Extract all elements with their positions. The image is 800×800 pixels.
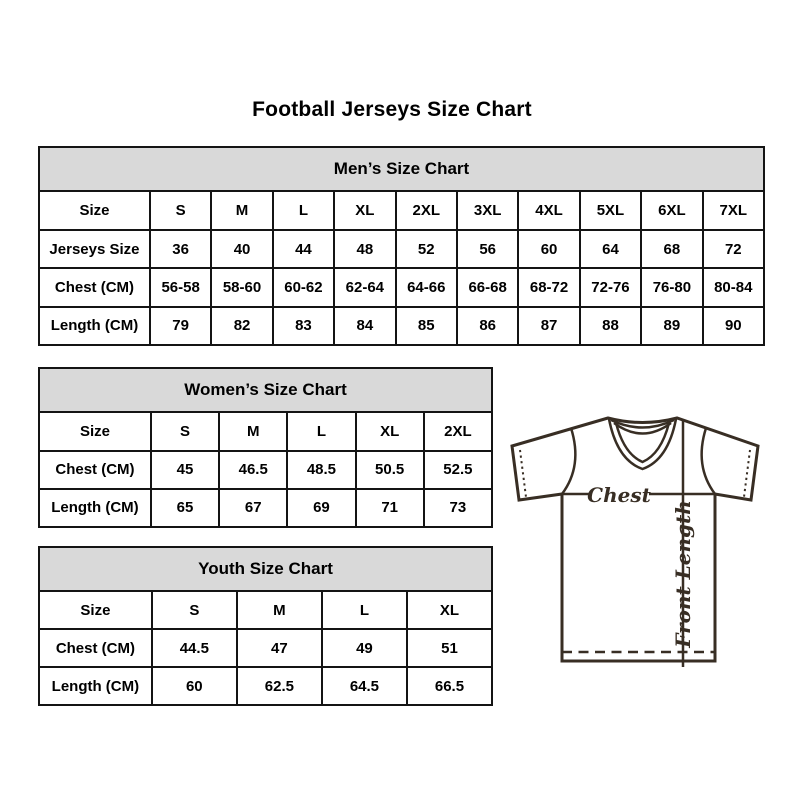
mens-title-row xyxy=(39,147,764,191)
value-cell: 45 xyxy=(151,451,219,489)
mens-size-chart-section xyxy=(38,146,765,346)
row-label-cell: Size xyxy=(39,191,150,229)
value-cell: 56-58 xyxy=(150,268,211,306)
mens-row-2 xyxy=(39,268,764,306)
value-cell: 88 xyxy=(580,307,641,345)
value-cell: 2XL xyxy=(424,412,492,450)
value-cell: 65 xyxy=(151,489,219,527)
value-cell: 46.5 xyxy=(219,451,287,489)
value-cell: 76-80 xyxy=(641,268,702,306)
value-cell: 83 xyxy=(273,307,334,345)
value-cell: 72 xyxy=(703,230,764,268)
value-cell: M xyxy=(219,412,287,450)
womens-row-0 xyxy=(39,412,492,450)
value-cell: 71 xyxy=(356,489,424,527)
value-cell: 64.5 xyxy=(322,667,407,705)
row-label-cell: Size xyxy=(39,412,151,450)
value-cell: XL xyxy=(334,191,395,229)
value-cell: 2XL xyxy=(396,191,457,229)
jersey-outline xyxy=(512,418,758,661)
value-cell: L xyxy=(322,591,407,629)
row-label-cell: Size xyxy=(39,591,152,629)
value-cell: 60 xyxy=(518,230,579,268)
value-cell: M xyxy=(211,191,272,229)
mens-table-title: Men’s Size Chart xyxy=(39,147,764,191)
womens-title-row xyxy=(39,368,492,412)
value-cell: 7XL xyxy=(703,191,764,229)
value-cell: M xyxy=(237,591,322,629)
value-cell: 66.5 xyxy=(407,667,492,705)
youth-table-title: Youth Size Chart xyxy=(39,547,492,591)
mens-row-0 xyxy=(39,191,764,229)
row-label-cell: Length (CM) xyxy=(39,307,150,345)
value-cell: 68-72 xyxy=(518,268,579,306)
jersey-diagram-svg xyxy=(505,411,765,673)
womens-row-2 xyxy=(39,489,492,527)
youth-size-chart-section xyxy=(38,546,493,706)
value-cell: 48 xyxy=(334,230,395,268)
value-cell: 86 xyxy=(457,307,518,345)
row-label-cell: Jerseys Size xyxy=(39,230,150,268)
womens-size-table xyxy=(38,367,493,528)
jersey-measurement-diagram xyxy=(505,411,765,673)
value-cell: 58-60 xyxy=(211,268,272,306)
value-cell: 64 xyxy=(580,230,641,268)
value-cell: 52 xyxy=(396,230,457,268)
row-label-cell: Chest (CM) xyxy=(39,268,150,306)
value-cell: 52.5 xyxy=(424,451,492,489)
value-cell: 50.5 xyxy=(356,451,424,489)
womens-size-chart-section xyxy=(38,367,493,528)
value-cell: 3XL xyxy=(457,191,518,229)
value-cell: 60-62 xyxy=(273,268,334,306)
value-cell: S xyxy=(152,591,237,629)
value-cell: 44.5 xyxy=(152,629,237,667)
value-cell: 62.5 xyxy=(237,667,322,705)
value-cell: L xyxy=(273,191,334,229)
value-cell: 44 xyxy=(273,230,334,268)
youth-row-0 xyxy=(39,591,492,629)
value-cell: S xyxy=(151,412,219,450)
value-cell: L xyxy=(287,412,355,450)
row-label-cell: Length (CM) xyxy=(39,667,152,705)
value-cell: 80-84 xyxy=(703,268,764,306)
value-cell: 87 xyxy=(518,307,579,345)
row-label-cell: Chest (CM) xyxy=(39,629,152,667)
mens-row-3 xyxy=(39,307,764,345)
row-label-cell: Length (CM) xyxy=(39,489,151,527)
value-cell: 40 xyxy=(211,230,272,268)
value-cell: 72-76 xyxy=(580,268,641,306)
value-cell: 49 xyxy=(322,629,407,667)
mens-row-1 xyxy=(39,230,764,268)
value-cell: 89 xyxy=(641,307,702,345)
value-cell: XL xyxy=(407,591,492,629)
value-cell: 4XL xyxy=(518,191,579,229)
value-cell: 64-66 xyxy=(396,268,457,306)
value-cell: 85 xyxy=(396,307,457,345)
value-cell: 48.5 xyxy=(287,451,355,489)
value-cell: XL xyxy=(356,412,424,450)
womens-table-title: Women’s Size Chart xyxy=(39,368,492,412)
value-cell: 5XL xyxy=(580,191,641,229)
row-label-cell: Chest (CM) xyxy=(39,451,151,489)
value-cell: 47 xyxy=(237,629,322,667)
value-cell: 66-68 xyxy=(457,268,518,306)
value-cell: S xyxy=(150,191,211,229)
value-cell: 56 xyxy=(457,230,518,268)
value-cell: 90 xyxy=(703,307,764,345)
youth-size-table xyxy=(38,546,493,706)
value-cell: 84 xyxy=(334,307,395,345)
youth-row-1 xyxy=(39,629,492,667)
mens-size-table xyxy=(38,146,765,346)
value-cell: 82 xyxy=(211,307,272,345)
value-cell: 6XL xyxy=(641,191,702,229)
page-title: Football Jerseys Size Chart xyxy=(252,98,532,121)
value-cell: 67 xyxy=(219,489,287,527)
value-cell: 69 xyxy=(287,489,355,527)
front-length-label: Front Length xyxy=(671,500,695,648)
youth-row-2 xyxy=(39,667,492,705)
value-cell: 60 xyxy=(152,667,237,705)
value-cell: 51 xyxy=(407,629,492,667)
chest-label: Chest xyxy=(587,483,651,507)
youth-title-row xyxy=(39,547,492,591)
value-cell: 36 xyxy=(150,230,211,268)
value-cell: 73 xyxy=(424,489,492,527)
womens-row-1 xyxy=(39,451,492,489)
value-cell: 62-64 xyxy=(334,268,395,306)
value-cell: 79 xyxy=(150,307,211,345)
value-cell: 68 xyxy=(641,230,702,268)
